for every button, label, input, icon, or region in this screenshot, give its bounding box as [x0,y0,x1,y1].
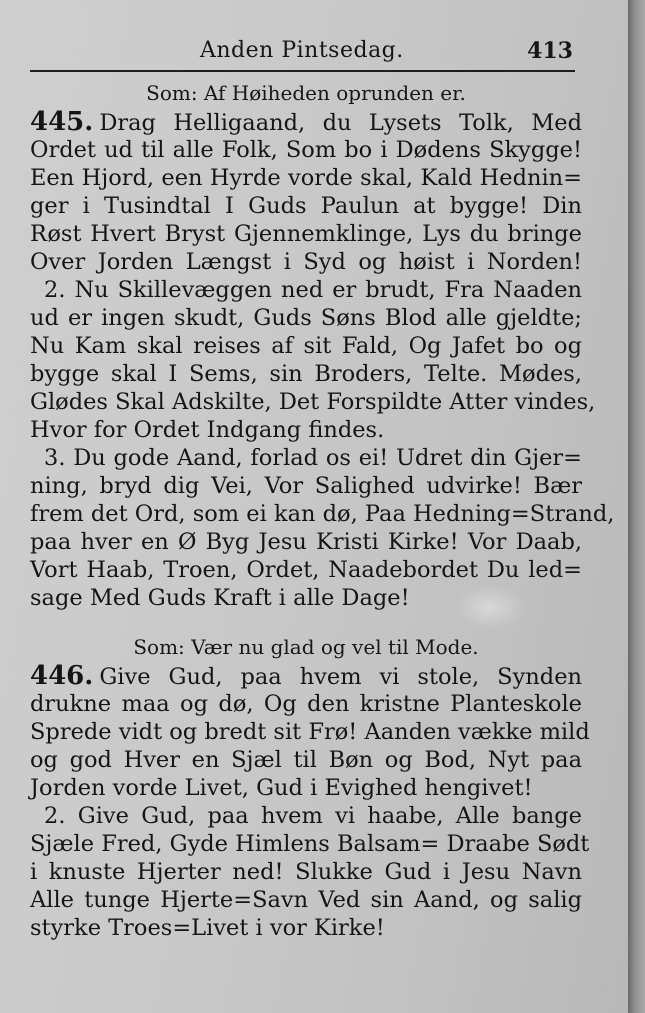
verse-line: frem det Ord, som ei kan dø, Paa Hedning=Strand, [30,501,615,527]
verse-line: Nu Kam skal reises af sit Fald, Og Jafet bo og [30,333,582,359]
verse-line: paa hver en Ø Byg Jesu Kristi Kirke! Vor Daab, [30,529,582,555]
verse-line: og god Hver en Sjæl til Bøn og Bod, Nyt paa [30,747,582,773]
verse-line: Ordet ud til alle Folk, Som bo i Dødens Skygge! [30,137,582,163]
running-head: Anden Pintsedag. [200,38,404,63]
verse-line: 2. Give Gud, paa hvem vi haabe, Alle bange [44,803,582,829]
hymn-number: 445. [30,107,94,137]
verse-line: Vort Haab, Troen, Ordet, Naadebordet Du led= [30,557,582,583]
verse-line: Sjæle Fred, Gyde Himlens Balsam= Draabe Sødt [30,831,590,857]
verse-line: 445. Drag Helligaand, du Lysets Tolk, Med [30,107,582,137]
verse-line: Een Hjord, een Hyrde vorde skal, Kald Hednin= [30,165,582,191]
verse-line: Hvor for Ordet Indgang findes. [30,417,385,443]
verse-line: 2. Nu Skillevæggen ned er brudt, Fra Naaden [44,277,582,303]
verse-line: Over Jorden Længst i Syd og høist i Norden! [30,249,582,275]
verse-line: ning, bryd dig Vei, Vor Salighed udvirke! Bær [30,473,582,499]
page-edge [628,0,645,1013]
header-rule [30,70,575,72]
verse-line: styrke Troes=Livet i vor Kirke! [30,915,385,941]
verse-line: ud er ingen skudt, Guds Søns Blod alle gjeldte; [30,305,582,331]
verse-line: bygge skal I Sems, sin Broders, Telte. Mødes, [30,361,582,387]
verse-line: Jorden vorde Livet, Gud i Evighed hengivet! [30,775,533,801]
verse-line: Sprede vidt og bredt sit Frø! Aanden vække mild [30,719,590,745]
verse-line: ger i Tusindtal I Guds Paulun at bygge! Din [30,193,582,219]
hymn-number: 446. [30,661,94,691]
verse-line: Røst Hvert Bryst Gjennemklinge, Lys du bringe [30,221,582,247]
page-number: 413 [527,38,573,64]
melody-line: Som: Vær nu glad og vel til Mode. [133,635,479,659]
verse-line: drukne maa og dø, Og den kristne Planteskole [30,691,582,717]
verse-line: 446. Give Gud, paa hvem vi stole, Synden [30,661,582,691]
verse-line: sage Med Guds Kraft i alle Dage! [30,585,410,611]
page-header [30,36,575,72]
verse-line: Glødes Skal Adskilte, Det Forspildte Atter vindes, [30,389,596,415]
verse-line: Alle tunge Hjerte=Savn Ved sin Aand, og salig [30,887,582,913]
hymn-445 [30,78,615,612]
hymn-446 [30,632,590,942]
melody-line: Som: Af Høiheden oprunden er. [146,81,466,105]
verse-line: 3. Du gode Aand, forlad os ei! Udret din Gjer= [44,445,582,471]
verse-line: i knuste Hjerter ned! Slukke Gud i Jesu Navn [30,859,582,885]
